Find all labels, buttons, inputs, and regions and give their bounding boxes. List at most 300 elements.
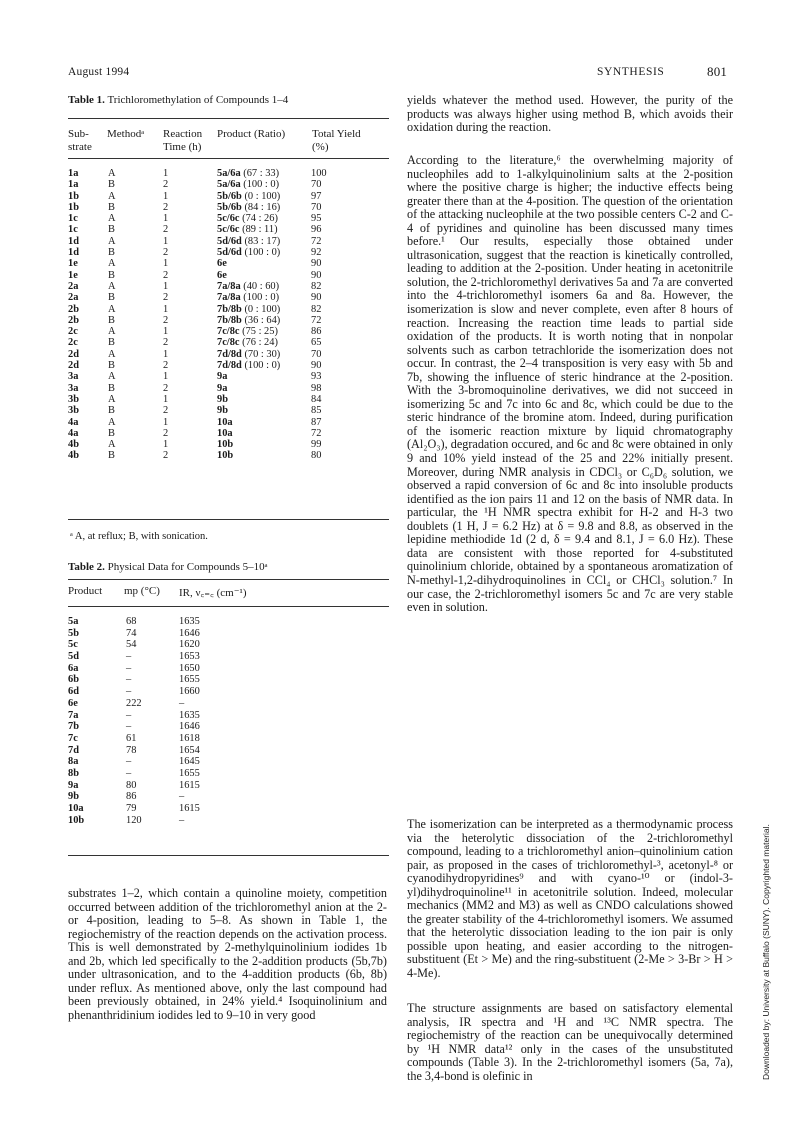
product-id: 5b/6b bbox=[217, 201, 242, 213]
method-cell: B bbox=[108, 427, 115, 439]
time-cell: 2 bbox=[163, 247, 169, 259]
product-id: 7d/8d bbox=[217, 348, 242, 360]
product-cell: 10b bbox=[68, 814, 85, 826]
product-id: 6e bbox=[217, 269, 227, 281]
ir-cell: 1615 bbox=[179, 803, 200, 814]
yield-cell: 82 bbox=[311, 303, 322, 315]
mp-cell: 222 bbox=[126, 697, 142, 709]
product-cell: 6b bbox=[68, 674, 79, 686]
substrate-cell: 1b bbox=[68, 190, 79, 202]
table1-header-yield: Total Yield (%) bbox=[312, 128, 361, 153]
time-cell: 1 bbox=[163, 348, 169, 360]
table2-row bbox=[68, 733, 398, 745]
yield-cell: 86 bbox=[311, 326, 322, 338]
ir-cell: 1646 bbox=[179, 627, 200, 639]
product-cell: 9a bbox=[68, 779, 79, 791]
product-cell bbox=[217, 179, 279, 190]
product-id: 9b bbox=[217, 405, 228, 417]
table1-row bbox=[68, 179, 398, 190]
substrate-cell: 1b bbox=[68, 201, 79, 213]
table2-row bbox=[68, 803, 398, 815]
product-id: 5d/6d bbox=[217, 235, 242, 247]
substrate-cell: 4b bbox=[68, 439, 79, 451]
table2-row bbox=[68, 651, 398, 663]
product-id: 9a bbox=[217, 371, 228, 383]
table1-row bbox=[68, 304, 398, 315]
table2-header-ir: IR, ν꜀₌꜀ (cm⁻¹) bbox=[179, 587, 247, 599]
product-ratio: (100 : 0) bbox=[243, 179, 280, 191]
table1-row bbox=[68, 439, 398, 450]
time-cell: 1 bbox=[163, 190, 169, 202]
ir-cell: 1655 bbox=[179, 674, 200, 686]
product-cell: 5b bbox=[68, 627, 79, 639]
product-cell bbox=[217, 405, 228, 416]
table1-header-product: Product (Ratio) bbox=[217, 128, 286, 140]
substrate-cell: 1c bbox=[68, 224, 78, 236]
product-id: 10a bbox=[217, 427, 233, 439]
product-cell bbox=[217, 428, 233, 439]
header-date: August 1994 bbox=[68, 66, 130, 78]
product-ratio: (84 : 16) bbox=[244, 201, 281, 213]
method-cell: B bbox=[108, 201, 115, 213]
yield-cell: 72 bbox=[311, 235, 322, 247]
table1-row bbox=[68, 417, 398, 428]
ir-cell: 1635 bbox=[179, 616, 200, 627]
yield-cell: 92 bbox=[311, 247, 322, 259]
header-page-number: 801 bbox=[707, 64, 728, 79]
ir-cell: 1615 bbox=[179, 779, 200, 791]
yield-cell: 90 bbox=[311, 269, 322, 281]
body-left-paragraph bbox=[68, 887, 387, 1022]
table2-row bbox=[68, 756, 398, 768]
table2-top-rule bbox=[68, 579, 389, 580]
mp-cell: 80 bbox=[126, 779, 137, 791]
body-right-text-3: The isomerization can be interpreted as a thermodynamic process via the heterolytic dissociation of the 2-trichloromethyl compound, leading to a trichloromethyl anion–quinolinium cation pair, as proposed in the cases of trichloromethyl-³, acetonyl-⁸ or cyanodihydropyridines⁹ and with cyano-¹⁰ or (indol-3-yl)dihydroquinoline¹¹ in acetonitrile solution. Indeed, molecular mechanics (MM2 and M3) as well as CNDO calculations showed the greater stability of the 4-trichloromethyl isomers. We assumed that the heterolytic dissociation leading to the ion pair is only possible upon heating, and easier according to the nitrogen-substituent (Et > Me) and the ring-substituent (2-Me > 3-Br > H > 4-Me). bbox=[407, 817, 733, 981]
product-cell bbox=[217, 304, 280, 315]
table1-row bbox=[68, 168, 398, 179]
table1-row bbox=[68, 326, 398, 337]
time-cell: 2 bbox=[163, 179, 169, 191]
body-right-paragraph-4 bbox=[407, 1002, 733, 1083]
yield-cell: 98 bbox=[311, 382, 322, 394]
product-cell: 6e bbox=[68, 697, 78, 709]
table1-row bbox=[68, 292, 398, 303]
product-cell: 7a bbox=[68, 709, 79, 721]
substrate-cell: 2d bbox=[68, 348, 79, 360]
ir-cell: 1650 bbox=[179, 662, 200, 674]
time-cell: 1 bbox=[163, 326, 169, 338]
time-cell: 2 bbox=[163, 224, 169, 236]
table1-header-rule bbox=[68, 158, 389, 159]
table1-row bbox=[68, 213, 398, 224]
method-cell: B bbox=[108, 292, 115, 304]
product-cell: 7b bbox=[68, 721, 79, 733]
product-cell bbox=[217, 337, 278, 348]
table2-row bbox=[68, 674, 398, 686]
product-ratio: (76 : 24) bbox=[242, 337, 278, 349]
table2-row bbox=[68, 791, 398, 803]
product-cell bbox=[217, 360, 280, 371]
substrate-cell: 2a bbox=[68, 280, 79, 292]
method-cell: A bbox=[108, 168, 116, 179]
substrate-cell: 4a bbox=[68, 416, 79, 428]
mp-cell: 86 bbox=[126, 791, 137, 803]
product-cell: 6d bbox=[68, 686, 79, 698]
table2-row bbox=[68, 768, 398, 780]
table1-row bbox=[68, 281, 398, 292]
table1-header-substrate: Sub- strate bbox=[68, 128, 92, 153]
table2-row bbox=[68, 780, 398, 792]
table1-row bbox=[68, 383, 398, 394]
ir-cell: – bbox=[179, 791, 185, 803]
substrate-cell: 1a bbox=[68, 168, 79, 179]
product-id: 10b bbox=[217, 439, 234, 451]
product-cell bbox=[217, 213, 278, 224]
yield-cell: 70 bbox=[311, 179, 322, 191]
product-cell bbox=[217, 439, 233, 450]
product-cell bbox=[217, 224, 278, 235]
product-cell: 7c bbox=[68, 732, 78, 744]
table1-body bbox=[68, 168, 398, 462]
product-ratio: (0 : 100) bbox=[244, 303, 281, 315]
body-right-text-2: According to the literature,⁶ the overwhelming majority of nucleophiles add to 1-alkylquinolinium salts at the 2-position where the positive charge is higher; the inductive effects being greater there than at the 4-position. The question of the orientation of the attacking nucleophile at the two possible centers C-2 and C-4 of pyridines and quinoline has been discussed many times before.¹ Our results, especially those obtained under ultrasonication, suggest that the reaction is kinetically controlled, leading to addition at the 2-position. Under heating in acetonitrile solution, the 2-trichloromethyl derivatives 5a and 7a are converted into the 4-trichloromethyl isomers 6a and 8a. However, the isomerization is slow and never complete, even after 8 hours of reaction. Increasing the reaction time leads to partial side oxidation of the products. It is worth noting that in nonpolar solvents such as carbon tetrachloride the isomerization does not occur. In contrast, the 2–4 transposition is very easy with 5b and 7b, showing the influence of steric hindrance at the 2-position. With the 3-bromoquinoline derivatives, we did not succeed in isomerizing 5c and 7c into 6c and 8c, which could be due to the steric hindrance of the bromine atom. Indeed, during purification of the isomeric reaction mixture by liquid chromatography (Al₂O₃), degradation occured, and 6c and 8c were obtained in only 9 and 10% yield instead of the 25 and 22% initially present. Moreover, during NMR analysis in CDCl₃ or C₆D₆ solution, we observed a rapid conversion of 6c and 8c into insoluble products identified as the ion pairs 11 and 12 on the basis of NMR data. In particular, the ¹H NMR spectra exhibit for H-2 and H-3 two doublets (1 H, J = 6.2 Hz) at δ = 9.8 and 8.8, as observed in the lepidine methiodide 1d (2 d, δ = 9.4 and 8.1, J = 6.0 Hz). These data are consistent with those reported for 4-substituted quinolinium chloride, obtained by a spontaneous aromatization of N-methyl-1,2-dihydroquinolines in CCl₄ or CHCl₃ solution.⁷ In our case, the 2-trichloromethyl isomers 5c and 7c are very stable even in solution. bbox=[407, 153, 733, 615]
product-cell bbox=[217, 191, 280, 202]
method-cell: A bbox=[108, 213, 116, 225]
substrate-cell: 4b bbox=[68, 450, 79, 462]
method-cell: B bbox=[108, 382, 115, 394]
product-cell bbox=[217, 281, 279, 292]
method-cell: A bbox=[108, 190, 116, 202]
table1-header-method: Methodᵃ bbox=[107, 128, 145, 140]
product-cell bbox=[217, 383, 227, 394]
table2-label: Table 2. bbox=[68, 561, 105, 573]
table1-row bbox=[68, 394, 398, 405]
product-cell bbox=[217, 292, 279, 303]
yield-cell: 72 bbox=[311, 427, 322, 439]
product-cell: 9b bbox=[68, 791, 79, 803]
product-id: 5a/6a bbox=[217, 168, 241, 179]
mp-cell: – bbox=[126, 756, 132, 768]
ir-cell: 1653 bbox=[179, 651, 200, 663]
yield-cell: 87 bbox=[311, 416, 322, 428]
body-right-paragraph-2 bbox=[407, 154, 733, 615]
substrate-cell: 1c bbox=[68, 213, 78, 225]
ir-cell: 1618 bbox=[179, 732, 200, 744]
substrate-cell: 3a bbox=[68, 371, 79, 383]
time-cell: 2 bbox=[163, 314, 169, 326]
time-cell: 1 bbox=[163, 439, 169, 451]
time-cell: 2 bbox=[163, 427, 169, 439]
yield-cell: 96 bbox=[311, 224, 322, 236]
table2-row bbox=[68, 721, 398, 733]
product-id: 5d/6d bbox=[217, 247, 242, 259]
substrate-cell: 2a bbox=[68, 292, 79, 304]
table1-row bbox=[68, 224, 398, 235]
product-cell bbox=[217, 417, 233, 428]
product-id: 7c/8c bbox=[217, 326, 240, 338]
mp-cell: 68 bbox=[126, 616, 137, 627]
time-cell: 2 bbox=[163, 201, 169, 213]
product-cell: 8b bbox=[68, 767, 79, 779]
product-id: 5c/6c bbox=[217, 224, 240, 236]
table2-title: Physical Data for Compounds 5–10ᵃ bbox=[107, 561, 268, 573]
mp-cell: 79 bbox=[126, 803, 137, 814]
product-cell bbox=[217, 202, 280, 213]
table1-row bbox=[68, 337, 398, 348]
yield-cell: 90 bbox=[311, 360, 322, 372]
product-ratio: (100 : 0) bbox=[243, 292, 280, 304]
product-ratio: (100 : 0) bbox=[244, 247, 281, 259]
table1-title: Trichloromethylation of Compounds 1–4 bbox=[107, 94, 289, 106]
product-id: 7a/8a bbox=[217, 292, 241, 304]
method-cell: B bbox=[108, 224, 115, 236]
product-id: 7b/8b bbox=[217, 303, 242, 315]
substrate-cell: 2c bbox=[68, 337, 78, 349]
product-ratio: (75 : 25) bbox=[242, 326, 278, 338]
product-ratio: (100 : 0) bbox=[244, 360, 281, 372]
method-cell: A bbox=[108, 235, 116, 247]
time-cell: 2 bbox=[163, 405, 169, 417]
table1-row bbox=[68, 405, 398, 416]
product-id: 6e bbox=[217, 258, 227, 270]
method-cell: A bbox=[108, 303, 116, 315]
time-cell: 1 bbox=[163, 416, 169, 428]
table1-row bbox=[68, 360, 398, 371]
product-ratio: (89 : 11) bbox=[242, 224, 278, 236]
header-journal: SYNTHESIS bbox=[597, 66, 665, 78]
ir-cell: 1645 bbox=[179, 756, 200, 768]
product-ratio: (40 : 60) bbox=[243, 280, 280, 292]
product-cell bbox=[217, 236, 280, 247]
ir-cell: 1660 bbox=[179, 686, 200, 698]
body-right-paragraph-1 bbox=[407, 94, 733, 135]
table1-row bbox=[68, 202, 398, 213]
table2-caption bbox=[68, 561, 268, 573]
table1-caption bbox=[68, 94, 288, 106]
substrate-cell: 3b bbox=[68, 393, 79, 405]
yield-cell: 72 bbox=[311, 314, 322, 326]
product-cell: 8a bbox=[68, 756, 79, 768]
substrate-cell: 1e bbox=[68, 258, 78, 270]
product-cell: 7d bbox=[68, 744, 79, 756]
method-cell: A bbox=[108, 280, 116, 292]
mp-cell: – bbox=[126, 721, 132, 733]
yield-cell: 82 bbox=[311, 280, 322, 292]
download-notice: Downloaded by: University at Buffalo (SUNY). Copyrighted material. bbox=[761, 824, 771, 1080]
substrate-cell: 1d bbox=[68, 247, 79, 259]
method-cell: B bbox=[108, 337, 115, 349]
time-cell: 2 bbox=[163, 382, 169, 394]
product-id: 7b/8b bbox=[217, 314, 242, 326]
substrate-cell: 2c bbox=[68, 326, 78, 338]
method-cell: A bbox=[108, 348, 116, 360]
product-id: 5a/6a bbox=[217, 179, 241, 191]
table1-row bbox=[68, 258, 398, 269]
time-cell: 1 bbox=[163, 258, 169, 270]
product-cell bbox=[217, 168, 279, 179]
substrate-cell: 1a bbox=[68, 179, 79, 191]
method-cell: B bbox=[108, 269, 115, 281]
product-ratio: (67 : 33) bbox=[243, 168, 280, 179]
time-cell: 1 bbox=[163, 280, 169, 292]
product-id: 7a/8a bbox=[217, 280, 241, 292]
product-cell bbox=[217, 349, 280, 360]
table1-row bbox=[68, 349, 398, 360]
time-cell: 1 bbox=[163, 303, 169, 315]
table2-header-mp: mp (°C) bbox=[124, 585, 160, 597]
table1-row bbox=[68, 191, 398, 202]
body-right-text-1: yields whatever the method used. However, the purity of the products was always higher using method B, which avoids their oxidation during the reaction. bbox=[407, 93, 733, 135]
method-cell: B bbox=[108, 450, 115, 462]
product-id: 7d/8d bbox=[217, 360, 242, 372]
product-cell bbox=[217, 270, 227, 281]
table2-row bbox=[68, 628, 398, 640]
method-cell: B bbox=[108, 314, 115, 326]
substrate-cell: 2d bbox=[68, 360, 79, 372]
product-cell bbox=[217, 394, 228, 405]
table2-header-product: Product bbox=[68, 585, 103, 597]
time-cell: 2 bbox=[163, 269, 169, 281]
yield-cell: 95 bbox=[311, 213, 322, 225]
product-cell bbox=[217, 247, 280, 258]
time-cell: 1 bbox=[163, 393, 169, 405]
product-cell: 5d bbox=[68, 651, 79, 663]
mp-cell: – bbox=[126, 662, 132, 674]
table2-header-rule bbox=[68, 606, 389, 607]
mp-cell: 54 bbox=[126, 639, 137, 651]
table1-row bbox=[68, 428, 398, 439]
yield-cell: 93 bbox=[311, 371, 322, 383]
mp-cell: – bbox=[126, 767, 132, 779]
method-cell: B bbox=[108, 360, 115, 372]
product-ratio: (74 : 26) bbox=[242, 213, 278, 225]
table2-row bbox=[68, 698, 398, 710]
table1-footnote: ᵃ A, at reflux; B, with sonication. bbox=[70, 531, 208, 542]
time-cell: 2 bbox=[163, 450, 169, 462]
product-cell bbox=[217, 258, 227, 269]
table2-bottom-rule bbox=[68, 855, 389, 856]
method-cell: A bbox=[108, 416, 116, 428]
yield-cell: 70 bbox=[311, 348, 322, 360]
yield-cell: 70 bbox=[311, 201, 322, 213]
substrate-cell: 2b bbox=[68, 314, 79, 326]
mp-cell: – bbox=[126, 709, 132, 721]
product-id: 10b bbox=[217, 450, 234, 462]
product-cell bbox=[217, 315, 280, 326]
time-cell: 2 bbox=[163, 292, 169, 304]
product-ratio: (36 : 64) bbox=[244, 314, 281, 326]
table2-body bbox=[68, 616, 398, 826]
substrate-cell: 1d bbox=[68, 235, 79, 247]
yield-cell: 84 bbox=[311, 393, 322, 405]
product-ratio: (70 : 30) bbox=[244, 348, 281, 360]
product-cell bbox=[217, 326, 278, 337]
table1-row bbox=[68, 450, 398, 461]
table1-top-rule bbox=[68, 118, 389, 119]
product-id: 7c/8c bbox=[217, 337, 240, 349]
body-left-text: substrates 1–2, which contain a quinoline moiety, competition occurred between addition of the trichloromethyl anion at the 2- or 4-position, leading to 5–8. As shown in Table 1, the regiochemistry of the reaction depends on the activation process. This is well demonstrated by 2-methylquinolinium iodides 1b and 2b, which led specifically to the 2-addition products (5b,7b) under ultrasonication, and to the 4-addition products (6b, 8b) under reflux. As mentioned above, only the last compound had been previously obtained, in 24% yield.⁴ Isoquinolinium and phenanthridinium iodides led to 9–10 in very good bbox=[68, 886, 387, 1022]
yield-cell: 65 bbox=[311, 337, 322, 349]
ir-cell: 1620 bbox=[179, 639, 200, 651]
table2-row bbox=[68, 663, 398, 675]
yield-cell: 97 bbox=[311, 190, 322, 202]
substrate-cell: 2b bbox=[68, 303, 79, 315]
product-id: 9b bbox=[217, 393, 228, 405]
yield-cell: 90 bbox=[311, 258, 322, 270]
body-right-text-4: The structure assignments are based on satisfactory elemental analysis, IR spectra and ¹H and ¹³C NMR spectra. The regiochemistry of the reaction can be unequivocally determined by ¹H NMR data¹² only in the cases of the unsubstituted compounds (Table 3). In the 2-trichloromethyl isomers (5a, 7a), the 3,4-bond is olefinic in bbox=[407, 1001, 733, 1083]
product-cell bbox=[217, 371, 227, 382]
product-id: 10a bbox=[217, 416, 233, 428]
table2-row bbox=[68, 815, 398, 827]
ir-cell: 1635 bbox=[179, 709, 200, 721]
substrate-cell: 3a bbox=[68, 382, 79, 394]
table2-row bbox=[68, 686, 398, 698]
mp-cell: 78 bbox=[126, 744, 137, 756]
body-right-paragraph-3 bbox=[407, 818, 733, 981]
ir-cell: – bbox=[179, 814, 185, 826]
time-cell: 2 bbox=[163, 337, 169, 349]
mp-cell: – bbox=[126, 651, 132, 663]
substrate-cell: 4a bbox=[68, 427, 79, 439]
table2-row bbox=[68, 710, 398, 722]
yield-cell: 85 bbox=[311, 405, 322, 417]
method-cell: A bbox=[108, 258, 116, 270]
product-id: 5c/6c bbox=[217, 213, 240, 225]
table1-bottom-rule bbox=[68, 519, 389, 520]
time-cell: 1 bbox=[163, 168, 169, 179]
time-cell: 2 bbox=[163, 360, 169, 372]
yield-cell: 100 bbox=[311, 168, 327, 179]
method-cell: B bbox=[108, 247, 115, 259]
substrate-cell: 1e bbox=[68, 269, 78, 281]
product-cell: 10a bbox=[68, 803, 84, 814]
ir-cell: – bbox=[179, 697, 185, 709]
method-cell: B bbox=[108, 179, 115, 191]
table1-header-time: Reaction Time (h) bbox=[163, 128, 203, 153]
ir-cell: 1655 bbox=[179, 767, 200, 779]
method-cell: A bbox=[108, 393, 116, 405]
table1-row bbox=[68, 247, 398, 258]
mp-cell: 120 bbox=[126, 814, 142, 826]
product-cell: 5c bbox=[68, 639, 78, 651]
mp-cell: 61 bbox=[126, 732, 137, 744]
product-ratio: (83 : 17) bbox=[244, 235, 281, 247]
product-cell: 5a bbox=[68, 616, 79, 627]
substrate-cell: 3b bbox=[68, 405, 79, 417]
product-ratio: (0 : 100) bbox=[244, 190, 281, 202]
ir-cell: 1646 bbox=[179, 721, 200, 733]
ir-cell: 1654 bbox=[179, 744, 200, 756]
mp-cell: 74 bbox=[126, 627, 137, 639]
mp-cell: – bbox=[126, 674, 132, 686]
table2-row bbox=[68, 639, 398, 651]
table2-row bbox=[68, 616, 398, 628]
method-cell: A bbox=[108, 371, 116, 383]
table1-label: Table 1. bbox=[68, 94, 105, 106]
product-id: 9a bbox=[217, 382, 228, 394]
yield-cell: 90 bbox=[311, 292, 322, 304]
table1-row bbox=[68, 270, 398, 281]
product-cell: 6a bbox=[68, 662, 79, 674]
table1-row bbox=[68, 236, 398, 247]
method-cell: A bbox=[108, 326, 116, 338]
time-cell: 1 bbox=[163, 213, 169, 225]
table1-row bbox=[68, 315, 398, 326]
method-cell: B bbox=[108, 405, 115, 417]
table1-row bbox=[68, 371, 398, 382]
product-cell bbox=[217, 450, 233, 461]
table2-row bbox=[68, 745, 398, 757]
